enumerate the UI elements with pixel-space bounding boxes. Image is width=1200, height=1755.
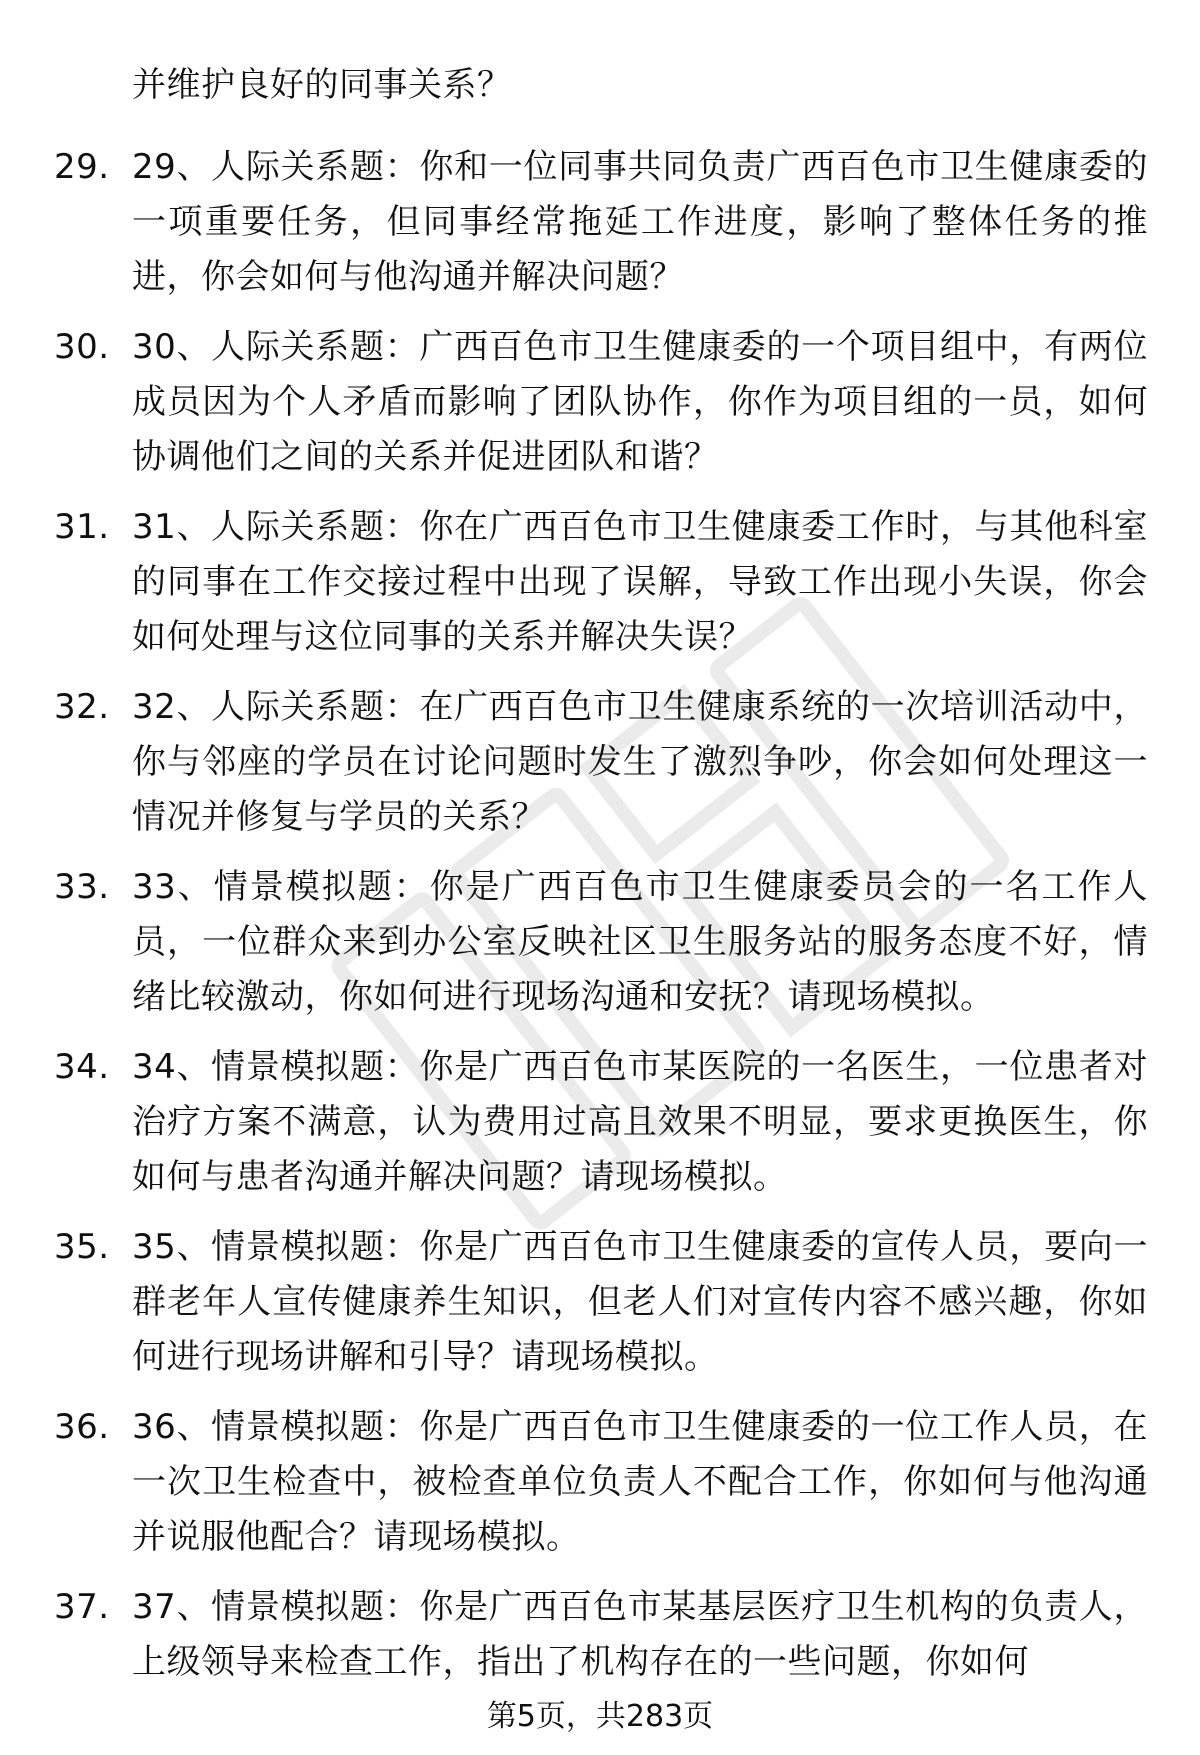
list-item-number: 35. bbox=[54, 1227, 110, 1267]
list-item-text: 33、情景模拟题：你是广西百色市卫生健康委员会的一名工作人员，一位群众来到办公室反映社区卫生服务站的服务态度不好，情绪比较激动，你如何进行现场沟通和安抚？请现场模拟。 bbox=[132, 867, 1148, 1017]
list-item-text: 30、人际关系题：广西百色市卫生健康委的一个项目组中，有两位成员因为个人矛盾而影响了团队协作，你作为项目组的一员，如何协调他们之间的关系并促进团队和谐？ bbox=[132, 327, 1148, 477]
list-item bbox=[0, 320, 1200, 485]
list-item-number: 30. bbox=[54, 327, 110, 367]
list-item-number: 31. bbox=[54, 507, 110, 547]
list-item bbox=[0, 500, 1200, 665]
list-item-text: 29、人际关系题：你和一位同事共同负责广西百色市卫生健康委的一项重要任务，但同事经常拖延工作进度，影响了整体任务的推进，你会如何与他沟通并解决问题？ bbox=[132, 147, 1148, 297]
list-item bbox=[0, 860, 1200, 1025]
page-number-footer: 第5页，共283页 bbox=[486, 1699, 714, 1734]
list-item-text: 31、人际关系题：你在广西百色市卫生健康委工作时，与其他科室的同事在工作交接过程中出现了误解，导致工作出现小失误，你会如何处理与这位同事的关系并解决失误？ bbox=[132, 507, 1148, 657]
list-item-text: 35、情景模拟题：你是广西百色市卫生健康委的宣传人员，要向一群老年人宣传健康养生知识，但老人们对宣传内容不感兴趣，你如何进行现场讲解和引导？请现场模拟。 bbox=[132, 1227, 1148, 1377]
list-item-text: 32、人际关系题：在广西百色市卫生健康系统的一次培训活动中，你与邻座的学员在讨论问题时发生了激烈争吵，你会如何处理这一情况并修复与学员的关系？ bbox=[132, 687, 1148, 837]
list-item bbox=[0, 140, 1200, 305]
list-item bbox=[0, 1040, 1200, 1205]
list-item-text: 36、情景模拟题：你是广西百色市卫生健康委的一位工作人员，在一次卫生检查中，被检查单位负责人不配合工作，你如何与他沟通并说服他配合？请现场模拟。 bbox=[132, 1407, 1148, 1557]
list-item bbox=[0, 1220, 1200, 1385]
list-item-number: 34. bbox=[54, 1047, 110, 1087]
list-item-text: 34、情景模拟题：你是广西百色市某医院的一名医生，一位患者对治疗方案不满意，认为费用过高且效果不明显，要求更换医生，你如何与患者沟通并解决问题？请现场模拟。 bbox=[132, 1047, 1148, 1197]
list-item-text: 37、情景模拟题：你是广西百色市某基层医疗卫生机构的负责人，上级领导来检查工作，指出了机构存在的一些问题，你如何 bbox=[132, 1587, 1148, 1682]
list-item-number: 37. bbox=[54, 1587, 110, 1627]
list-item bbox=[0, 680, 1200, 845]
list-item-number: 33. bbox=[54, 867, 110, 907]
list-item bbox=[0, 1400, 1200, 1565]
list-item-number: 29. bbox=[54, 147, 110, 187]
continued-question-text: 并维护良好的同事关系？ bbox=[132, 65, 512, 105]
question-list bbox=[0, 140, 1200, 1705]
list-item-number: 32. bbox=[54, 687, 110, 727]
list-item-number: 36. bbox=[54, 1407, 110, 1447]
list-item bbox=[0, 1580, 1200, 1690]
